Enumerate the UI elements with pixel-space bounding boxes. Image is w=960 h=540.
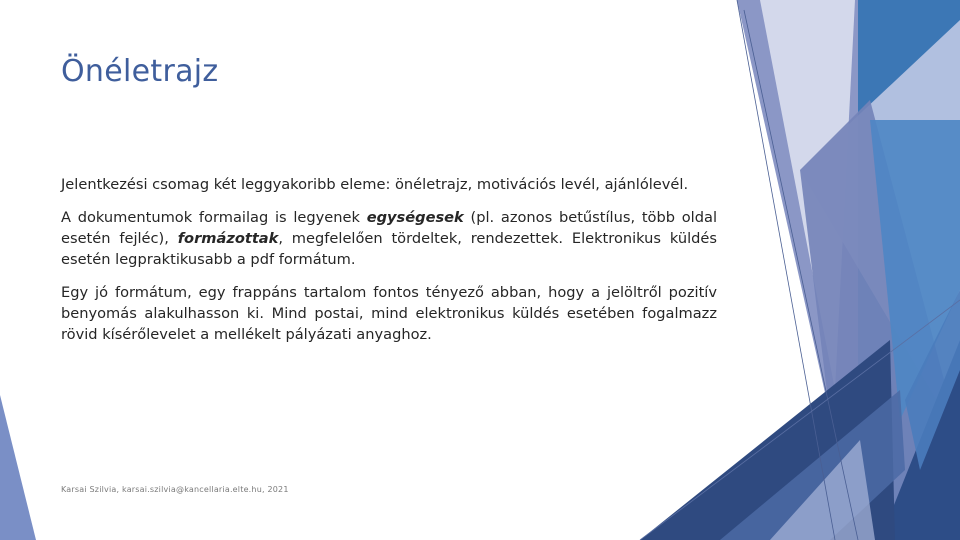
- paragraph-2-part1: A dokumentumok formailag is legyenek: [61, 209, 367, 226]
- emphasis-formazottak: formázottak: [177, 230, 279, 247]
- paragraph-1-text: Jelentkezési csomag két leggyakoribb eleme: önéletrajz, motivációs levél, ajánlólevél.: [61, 176, 689, 193]
- paragraph-1: [61, 174, 717, 195]
- slide-body: [61, 174, 717, 357]
- slide-footer: Karsai Szilvia, karsai.szilvia@kancellaria.elte.hu, 2021: [61, 485, 289, 494]
- paragraph-2: [61, 207, 717, 270]
- paragraph-3-text: Egy jó formátum, egy frappáns tartalom fontos tényező abban, hogy a jelöltről pozitív benyomás alakulhasson ki. Mind postai, mind elektronikus küldés esetében fogalmazz rövid kísérőlevelet a mellékelt pályázati anyaghoz.: [61, 284, 717, 343]
- paragraph-2-part3: , megfelelően tördeltek, rendezettek. Elektronikus küldés esetén legpraktikusabb a pdf formátum.: [61, 230, 717, 268]
- paragraph-2-part2: (pl. azonos betűstílus, több oldal esetén fejléc),: [61, 209, 717, 247]
- slide-title: Önéletrajz: [61, 54, 219, 89]
- emphasis-egysegesek: egységesek: [366, 209, 464, 226]
- paragraph-3: [61, 282, 717, 345]
- left-corner-triangle: [0, 395, 36, 540]
